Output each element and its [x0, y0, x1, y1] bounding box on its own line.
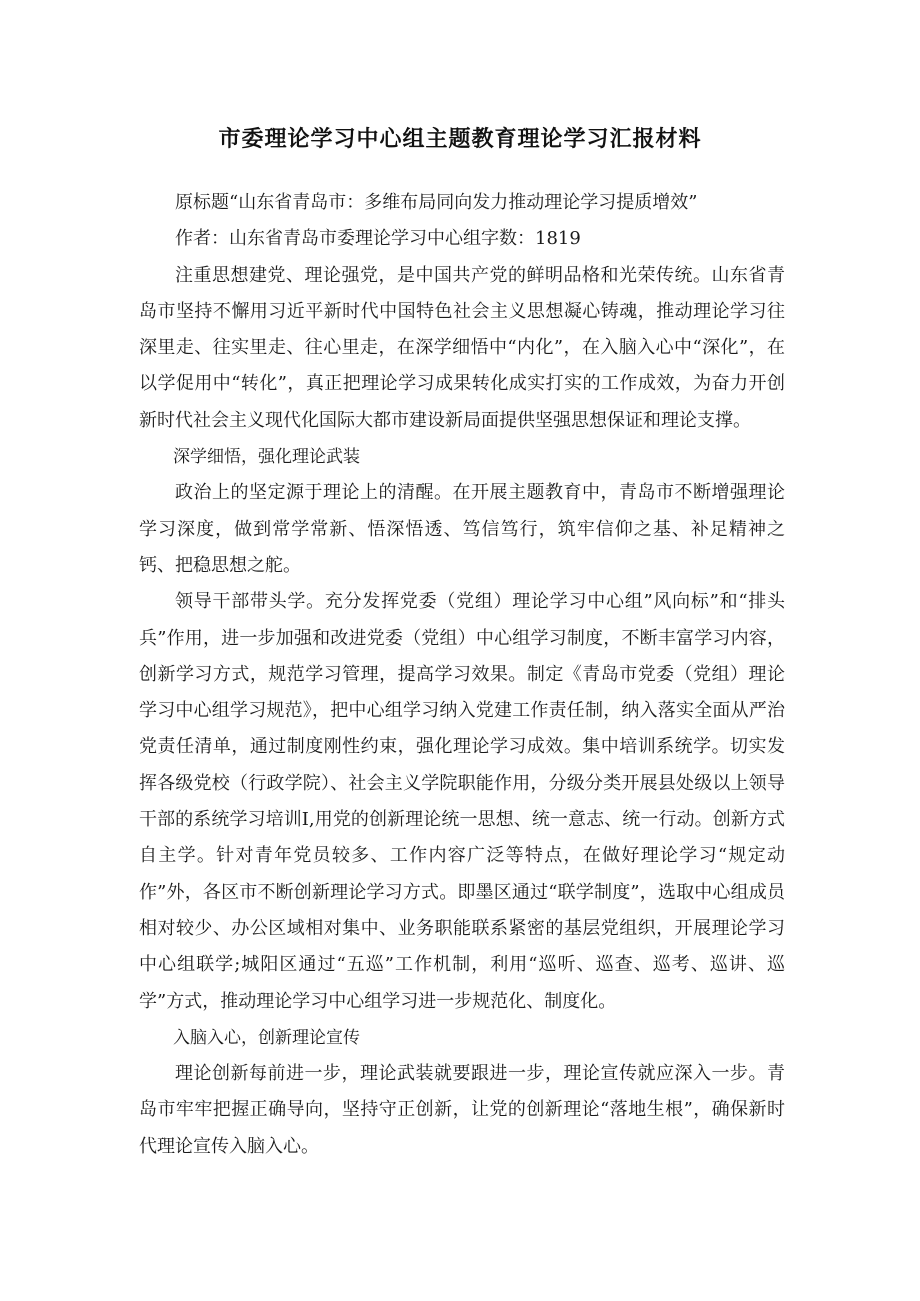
paragraph-intro: 注重思想建党、理论强党，是中国共产党的鲜明品格和光荣传统。山东省青岛市坚持不懈用习近平新时代中国特色社会主义思想凝心铸魂，推动理论学习往深里走、往实里走、往心里走，在深学细悟中“内化”，在入脑入心中“深化”，在以学促用中“转化”，真正把理论学习成果转化成实打实的工作成效，为奋力开创新时代社会主义现代化国际大都市建设新局面提供坚强思想保证和理论支撑。	[139, 264, 785, 431]
original-title-line: 原标题“山东省青岛市：多维布局同向发力推动理论学习提质增效”	[175, 192, 698, 213]
section-heading-1: 深学细悟，强化理论武装	[173, 447, 360, 468]
author-line: 作者：山东省青岛市委理论学习中心组字数：1819	[175, 228, 581, 250]
document-body	[139, 185, 785, 1165]
section-heading-2: 入脑入心，创新理论宣传	[173, 1027, 360, 1048]
paragraph-section1-lead: 政治上的坚定源于理论上的清醒。在开展主题教育中，青岛市不断增强理论学习深度，做到常学常新、悟深悟透、笃信笃行，筑牢信仰之基、补足精神之钙、把稳思想之舵。	[139, 482, 785, 576]
document-title: 市委理论学习中心组主题教育理论学习汇报材料	[218, 127, 702, 152]
paragraph-section2-lead: 理论创新每前进一步，理论武装就要跟进一步，理论宣传就应深入一步。青岛市牢牢把握正确导向，坚持守正创新，让党的创新理论“落地生根”，确保新时代理论宣传入脑入心。	[139, 1063, 785, 1157]
paragraph-section1-detail: 领导干部带头学。充分发挥党委（党组）理论学习中心组”风向标”和“排头兵”作用，进一步加强和改进党委（党组）中心组学习制度，不断丰富学习内容，创新学习方式，规范学习管理，提高学习效果。制定《青岛市党委（党组）理论学习中心组学习规范》，把中心组学习纳入党建工作责任制，纳入落实全面从严治党责任清单，通过制度刚性约束，强化理论学习成效。集中培训系统学。切实发挥各级党校（行政学院）、社会主义学院职能作用，分级分类开展县处级以上领导干部的系统学习培训I,用党的创新理论统一思想、统一意志、统一行动。创新方式自主学。针对青年党员较多、工作内容广泛等特点，在做好理论学习“规定动作”外，各区市不断创新理论学习方式。即墨区通过“联学制度”，选取中心组成员相对较少、办公区域相对集中、业务职能联系紧密的基层党组织，开展理论学习中心组联学;城阳区通过“五巡”工作机制，利用“巡听、巡查、巡考、巡讲、巡学”方式，推动理论学习中心组学习进一步规范化、制度化。	[139, 591, 785, 1012]
